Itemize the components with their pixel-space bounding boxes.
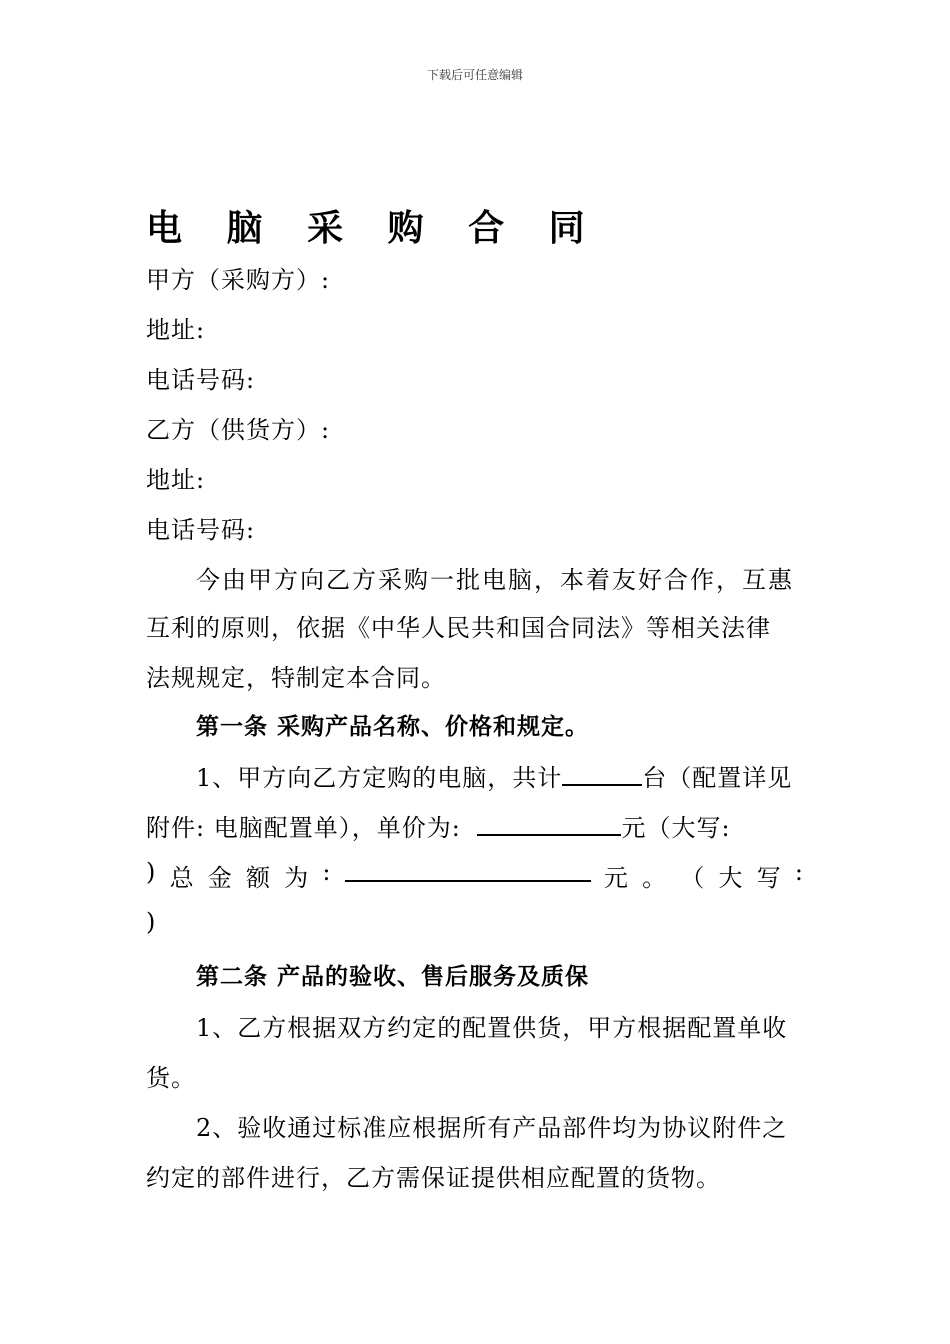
article-1-heading: 第一条 采购产品名称、价格和规定。 <box>196 714 590 740</box>
article-2-item-2-line-1: 2、验收通过标准应根据所有产品部件均为协议附件之 <box>196 1114 788 1142</box>
char-open-paren: （ <box>680 864 706 892</box>
total-amount-blank <box>345 858 591 882</box>
header-note: 下载后可任意编辑 <box>426 68 523 82</box>
char-total-3: 额 <box>245 864 271 892</box>
party-b-address-label: 地址: <box>146 466 206 494</box>
unit-price-blank <box>477 812 621 836</box>
intro-line-2: 互利的原则，依据《中华人民共和国合同法》等相关法律 <box>146 614 771 642</box>
party-a-address-label: 地址: <box>146 316 206 344</box>
party-b-label: 乙方（供货方）: <box>146 416 331 444</box>
party-b-phone-label: 电话号码: <box>146 516 256 544</box>
article-1-item-1-line-4: ) <box>146 908 157 936</box>
char-xie: 写 <box>756 864 782 892</box>
article-1-item-1-line-2 <box>146 808 731 843</box>
article-1-item-1-line-1 <box>196 758 792 793</box>
char-total-2: 金 <box>207 864 233 892</box>
party-a-label: 甲方（采购方）: <box>146 266 331 294</box>
intro-line-3: 法规规定，特制定本合同。 <box>146 664 446 692</box>
document-title: 电 脑 采 购 合 同 <box>146 208 601 249</box>
item-1-text-d: 元（大写: <box>621 814 731 842</box>
char-yuan: 元 <box>603 864 629 892</box>
char-period: 。 <box>642 864 668 892</box>
item-1-text-b: 台（配置详见 <box>642 764 793 792</box>
party-a-phone-label: 电话号码: <box>146 366 256 394</box>
intro-line-1: 今由甲方向乙方采购一批电脑，本着友好合作，互惠 <box>196 566 794 594</box>
item-1-text-c: 附件: 电脑配置单），单价为: <box>146 814 461 842</box>
item-1-text-a: 1、甲方向乙方定购的电脑，共计 <box>196 764 563 792</box>
char-total-1: 总 <box>169 864 195 892</box>
char-colon: : <box>322 858 332 886</box>
char-total-4: 为 <box>284 864 310 892</box>
char-colon-2: : <box>794 858 804 886</box>
char-paren: ) <box>146 858 157 886</box>
char-da: 大 <box>718 864 744 892</box>
article-2-item-2-line-2: 约定的部件进行，乙方需保证提供相应配置的货物。 <box>146 1164 721 1192</box>
quantity-blank <box>562 762 642 786</box>
article-2-item-1-line-2: 货。 <box>146 1064 196 1092</box>
article-2-item-1-line-1: 1、乙方根据双方约定的配置供货，甲方根据配置单收 <box>196 1014 788 1042</box>
article-2-heading: 第二条 产品的验收、售后服务及质保 <box>196 964 590 990</box>
article-1-item-1-line-3 <box>146 858 804 893</box>
